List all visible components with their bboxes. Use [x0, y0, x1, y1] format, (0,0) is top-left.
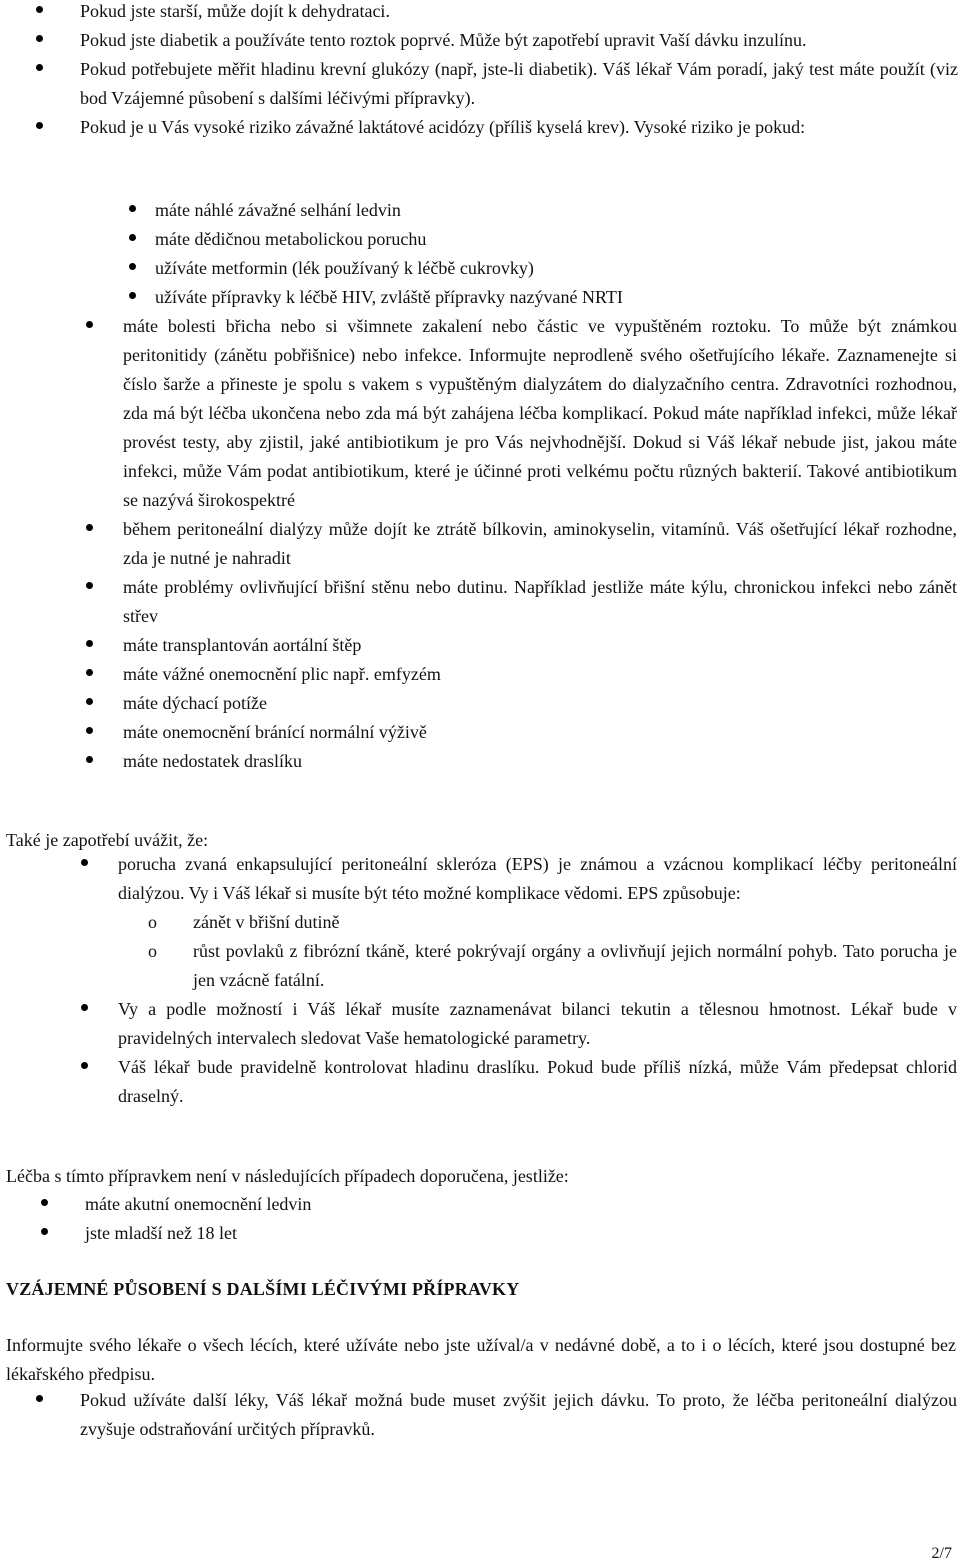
sublist-item: o růst povlaků z fibrózní tkáně, které pokrývají orgány a ovlivňují jejich normální pohyb. Tato porucha je jen vzácně fatální.: [118, 937, 957, 995]
sublist-item: o zánět v břišní dutině: [118, 908, 957, 937]
eps-sublist: [118, 908, 957, 995]
list-item: Pokud je u Vás vysoké riziko závažné laktátové acidózy (příliš kyselá krev). Vysoké riziko je pokud:: [80, 113, 958, 142]
list-item: máte transplantován aortální štěp: [123, 631, 957, 660]
condition-list: [123, 312, 957, 776]
list-item: Pokud jste diabetik a používáte tento roztok poprvé. Může být zapotřebí upravit Vaší dávku inzulínu.: [80, 26, 958, 55]
list-item: máte akutní onemocnění ledvin: [85, 1190, 955, 1219]
interaction-list: [80, 1386, 957, 1444]
list-item: Pokud jste starší, může dojít k dehydrataci.: [80, 0, 958, 26]
list-item: máte onemocnění bránící normální výživě: [123, 718, 957, 747]
list-item: Pokud potřebujete měřit hladinu krevní glukózy (např, jste-li diabetik). Váš lékař Vám poradí, jaký test máte použít (viz bod Vzájemné působení s dalšími léčivými přípravky).: [80, 55, 958, 113]
list-item: [118, 850, 957, 995]
list-item: Pokud užíváte další léky, Váš lékař možná bude muset zvýšit jejich dávku. To proto, že léčba peritoneální dialýzou zvyšuje odstraňování určitých přípravků.: [80, 1386, 957, 1444]
list-item: máte bolesti břicha nebo si všimnete zakalení nebo částic ve vypuštěném roztoku. To může být známkou peritonitidy (zánětu pobřišnice) nebo infekce. Informujte neprodleně svého ošetřujícího lékaře. Zaznamenejte si číslo šarže a přineste je spolu s vakem s vypuštěným dialyzátem do dialyzačního centra. Zdravotníci rozhodnou, zda má být léčba ukončena nebo zda má být zahájena léčba komplikací. Pokud máte například infekci, může lékař provést testy, aby zjistil, jaké antibiotikum je pro Vás nejvhodnější. Dokud si Váš lékař nebude jist, jakou máte infekci, může Vám podat antibiotikum, které je účinné proti velkému počtu různých bakterií. Takové antibiotikum se nazývá širokospektré: [123, 312, 957, 515]
list-item: máte nedostatek draslíku: [123, 747, 957, 776]
sublist-item: máte dědičnou metabolickou poruchu: [155, 225, 955, 254]
sublist-item: užíváte metformin (lék používaný k léčbě cukrovky): [155, 254, 955, 283]
list-item: během peritoneální dialýzy může dojít ke ztrátě bílkovin, aminokyselin, vitamínů. Váš ošetřující lékař rozhodne, zda je nutné je nahradit: [123, 515, 957, 573]
sublist-item: užíváte přípravky k léčbě HIV, zvláště přípravky nazývané NRTI: [155, 283, 955, 312]
consider-intro: Také je zapotřebí uvážit, že:: [6, 830, 209, 850]
not-recommended-list: [85, 1190, 955, 1248]
section-paragraph: Informujte svého lékaře o všech lécích, které užíváte nebo jste užíval/a v nedávné době, a to i o lécích, které jsou dostupné bez lékařského předpisu.: [6, 1335, 956, 1384]
eps-text: porucha zvaná enkapsulující peritoneální skleróza (EPS) je známou a vzácnou komplikací léčby peritoneální dialýzou. Vy i Váš lékař si musíte být této možné komplikace vědomi. EPS způsobuje:: [118, 854, 957, 903]
list-item: jste mladší než 18 let: [85, 1219, 955, 1248]
warning-list: [80, 0, 958, 142]
not-recommended-intro: Léčba s tímto přípravkem není v následujících případech doporučena, jestliže:: [6, 1166, 569, 1186]
list-item: máte dýchací potíže: [123, 689, 957, 718]
list-item: Vy a podle možností i Váš lékař musíte zaznamenávat bilanci tekutin a tělesnou hmotnost. Lékař bude v pravidelných intervalech sledovat Vaše hematologické parametry.: [118, 995, 957, 1053]
page-number: 2/7: [931, 1545, 952, 1562]
section-heading: VZÁJEMNÉ PŮSOBENÍ S DALŠÍMI LÉČIVÝMI PŘÍPRAVKY: [6, 1279, 520, 1299]
risk-sublist: [155, 196, 955, 312]
list-item: máte vážné onemocnění plic např. emfyzém: [123, 660, 957, 689]
list-item: máte problémy ovlivňující břišní stěnu nebo dutinu. Například jestliže máte kýlu, chronickou infekci nebo zánět střev: [123, 573, 957, 631]
list-item: Váš lékař bude pravidelně kontrolovat hladinu draslíku. Pokud bude příliš nízká, může Vám předepsat chlorid draselný.: [118, 1053, 957, 1111]
sublist-item: máte náhlé závažné selhání ledvin: [155, 196, 955, 225]
consider-list: [118, 850, 957, 1111]
